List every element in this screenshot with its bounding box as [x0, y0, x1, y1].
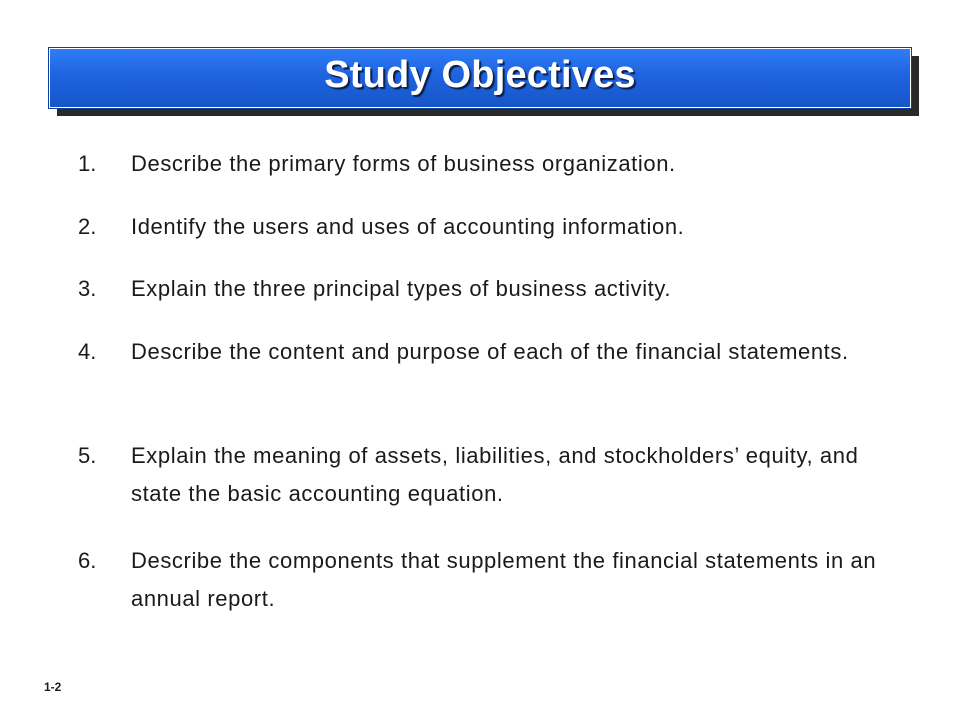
- objective-number: 2.: [78, 214, 97, 239]
- objective-number: 3.: [78, 276, 97, 301]
- objective-number: 4.: [78, 339, 97, 364]
- objective-text: Identify the users and uses of accounting information.: [131, 214, 685, 239]
- objective-text: Describe the primary forms of business organization.: [131, 151, 676, 176]
- objective-text: Describe the content and purpose of each of the financial statements.: [131, 339, 849, 364]
- page-title: Study Objectives: [324, 53, 636, 96]
- objective-number: 6.: [78, 548, 97, 573]
- objective-text: Explain the three principal types of business activity.: [131, 276, 672, 301]
- objective-text: Explain the meaning of assets, liabilities, and stockholders’ equity, and state the basic accounting equation.: [131, 443, 859, 506]
- objective-number: 1.: [78, 151, 97, 176]
- slide-number: 1-2: [44, 680, 62, 694]
- objective-text: Describe the components that supplement the financial statements in an annual report.: [131, 548, 877, 611]
- objective-number: 5.: [78, 443, 97, 468]
